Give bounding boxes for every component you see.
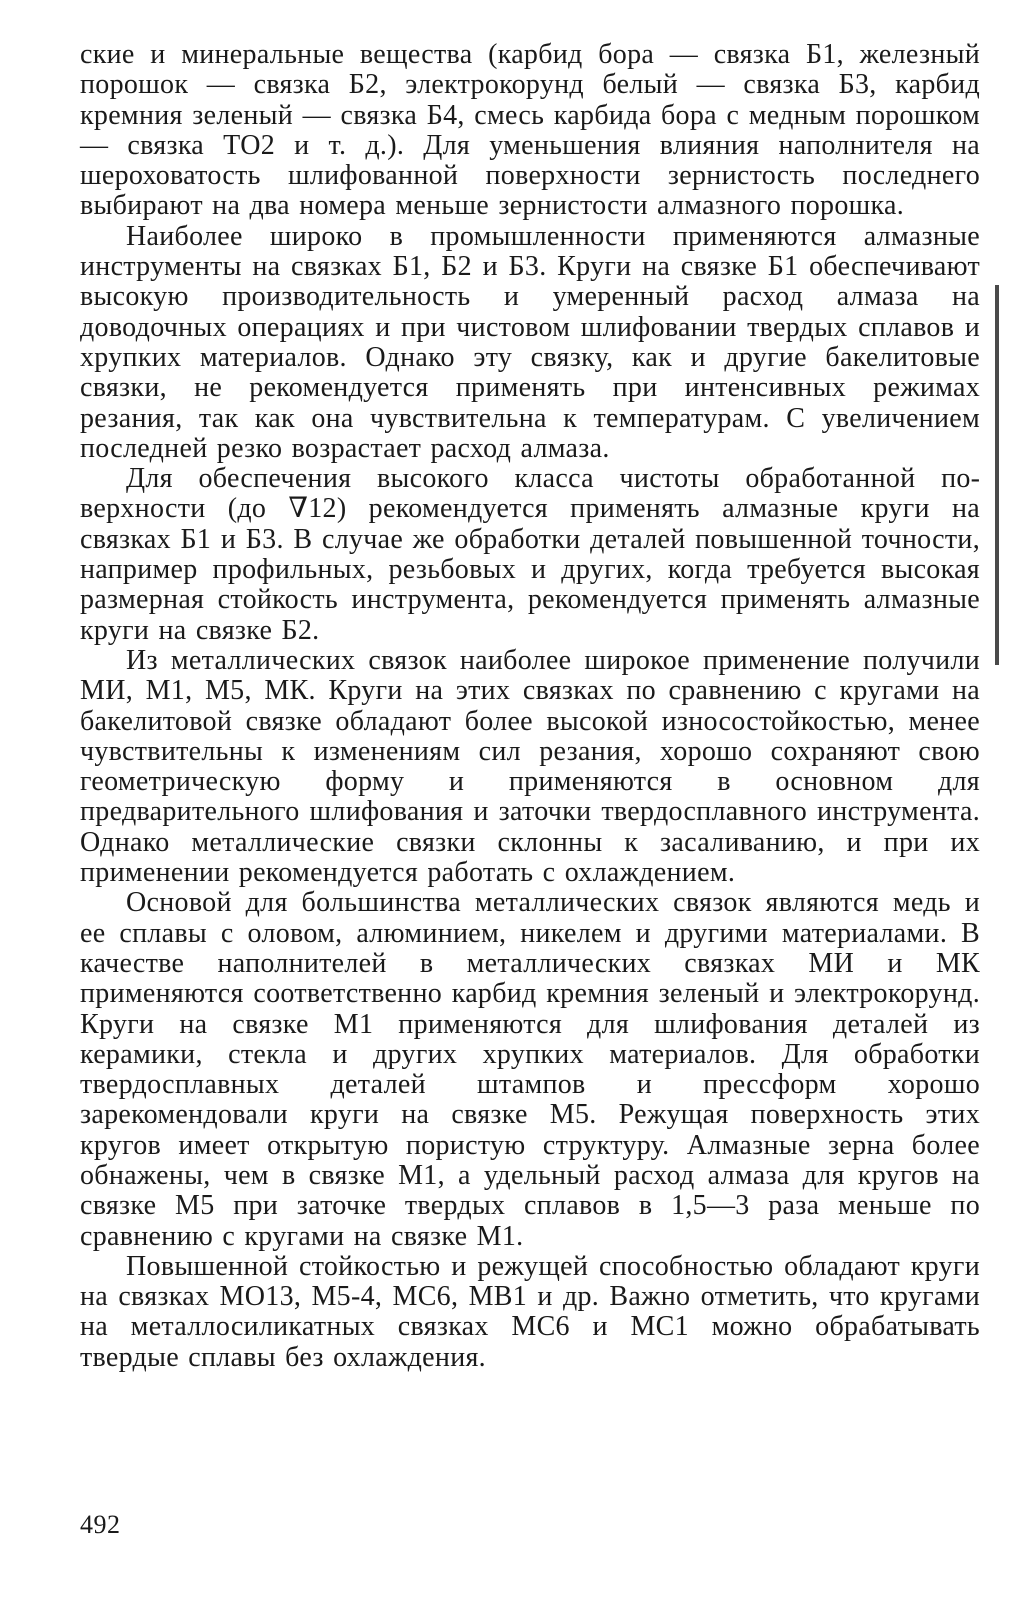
paragraph-1: ские и минеральные вещества (карбид бора — связка Б1, железный порошок — связка Б2, электрокорунд белый — связка Б3, карбид кремния зеленый — связка Б4, смесь карбида бора с медным порошком — связка ТО2 и т. д.). Для уменьшения влияния наполнителя на шероховатость шлифованной поверхности зернистость последнего выбирают на два номера меньше зернистости алмазного порошка. (80, 39, 980, 222)
margin-scan-mark (995, 285, 999, 665)
page-number: 492 (80, 1510, 121, 1539)
paragraph-6: Повышенной стойкостью и режущей способностью обладают круги на связках МО13, М5-4, МС6, МВ1 и др. Важно отметить, что кругами на металлосиликатных связках МС6 и МС1 можно обрабатывать твердые сплавы без охлаждения. (80, 1250, 980, 1373)
paragraph-5: Основой для большинства металлических связок являются медь и ее сплавы с оловом, алюминием, никелем и другими материалами. В качестве наполнителей в металлических связках МИ и МК применяются соответственно карбид кремния зеленый и электрокорунд. Круги на связке М1 применяются для шлифования деталей из керамики, стекла и других хрупких материалов. Для обработки твердосплавных деталей штампов и прессформ хорошо зарекомендовали круги на связке М5. Режущая поверхность этих кругов имеет открытую пористую структуру. Алмазные зерна более обнажены, чем в связке М1, а удельный расход алмаза для кругов на связке М5 при заточке твердых сплавов в 1,5—3 раза меньше по сравнению с кругами на связке М1. (80, 887, 980, 1252)
paragraph-4: Из металлических связок наиболее широкое применение получили МИ, М1, М5, МК. Круги на этих связках по сравнению с кругами на бакелитовой связке обладают более высокой износостойкостью, менее чувствительны к изменениям сил резания, хорошо сохраняют свою геометрическую форму и применяются в основном для предварительного шлифования и заточки твердосплавного инструмента. Однако металлические связки склонны к засаливанию, и при их применении рекомендуется работать с охлаждением. (80, 644, 980, 889)
page-body (80, 40, 980, 1373)
paragraph-2: Наиболее широко в промышленности применяются алмазные инструменты на связках Б1, Б2 и Б3. Круги на связке Б1 обеспечивают высокую производительность и умеренный расход алмаза на доводочных операциях и при чистовом шлифовании твердых сплавов и хрупких материалов. Однако эту связку, как и другие бакелитовые связки, не рекомендуется применять при интенсивных режимах резания, так как она чувствительна к температурам. С увеличением последней резко возрастает расход алмаза. (80, 220, 980, 464)
paragraph-3: Для обеспечения высокого класса чистоты обработанной поверхности (до ∇12) рекомендуется применять алмазные круги на связках Б1 и Б3. В случае же обработки деталей повышенной точности, например профильных, резьбовых и других, когда требуется высокая размерная стойкость инструмента, рекомендуется применять алмазные круги на связке Б2. (80, 463, 980, 646)
